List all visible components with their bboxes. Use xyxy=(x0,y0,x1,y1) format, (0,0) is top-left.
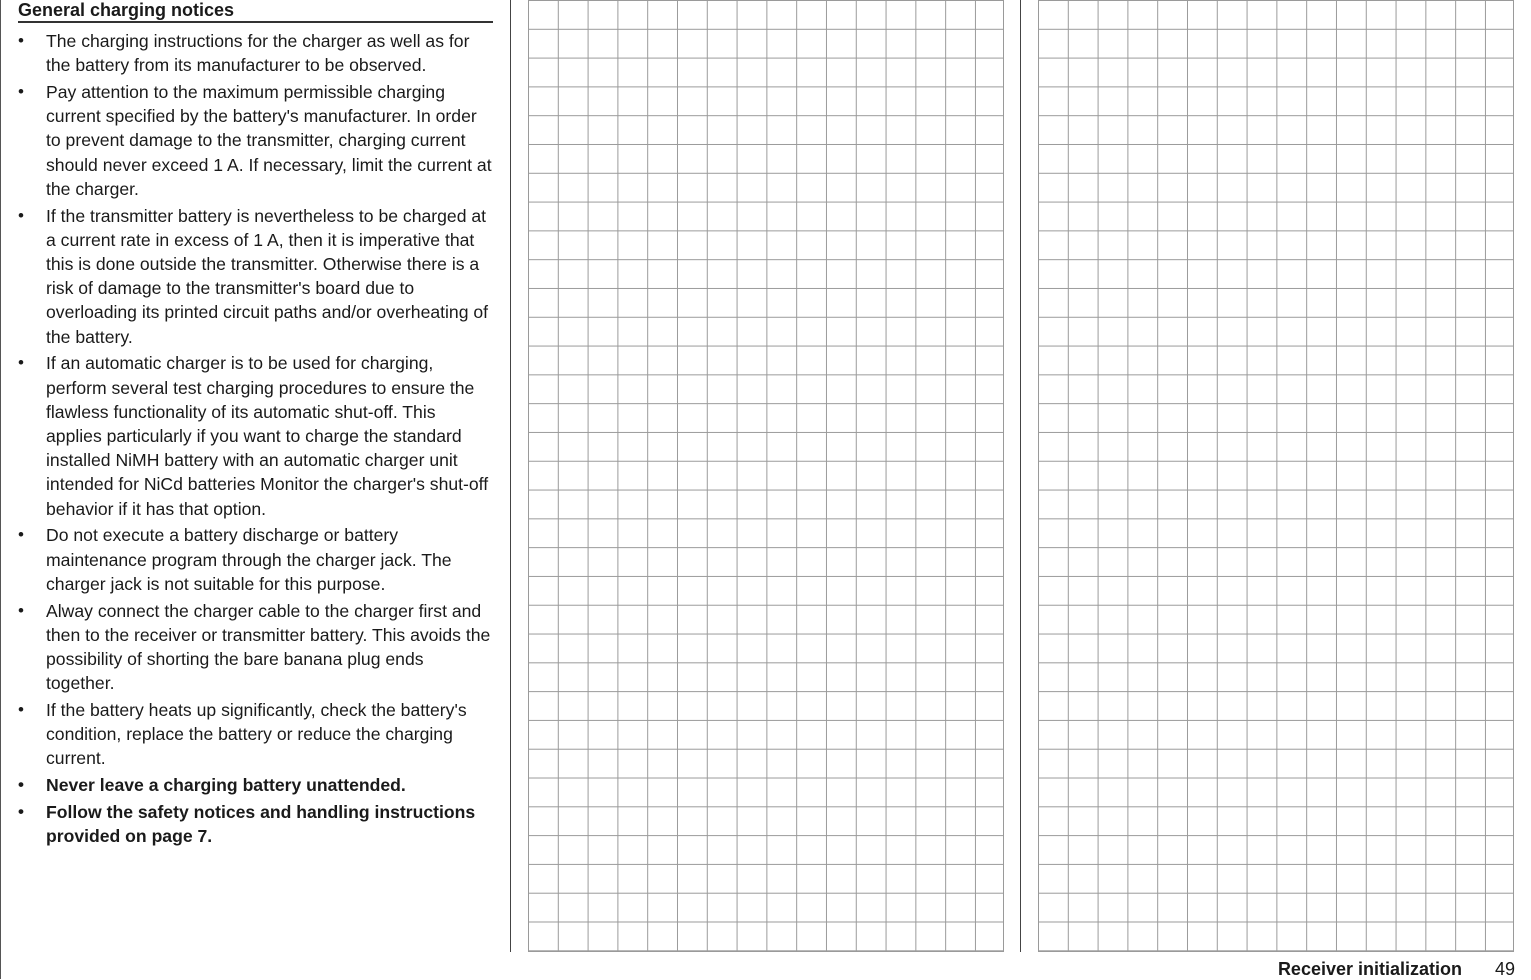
column-divider xyxy=(1020,0,1021,952)
notice-item: • If the battery heats up significantly, check the battery's condition, replace the battery or reduce the charging current. xyxy=(18,698,493,771)
notice-item: • Pay attention to the maximum permissible charging current specified by the battery's manufacturer. In order to prevent damage to the transmitter, charging current should never exceed 1 A. If necessary, limit the current at the charger. xyxy=(18,80,493,201)
notice-list xyxy=(18,29,493,848)
notice-item: • The charging instructions for the charger as well as for the battery from its manufacturer to be observed. xyxy=(18,29,493,77)
notice-item-bold: • Never leave a charging battery unattended. xyxy=(18,773,493,797)
text-column xyxy=(18,0,493,851)
page-number: 49 xyxy=(1494,959,1515,979)
page-edge xyxy=(0,0,1,979)
footer-section-name: Receiver initialization xyxy=(1277,959,1462,979)
notes-grid-left xyxy=(528,0,1004,952)
notice-item-bold: • Follow the safety notices and handling instructions provided on page 7. xyxy=(18,800,493,848)
column-divider xyxy=(510,0,511,952)
notice-item: • Do not execute a battery discharge or battery maintenance program through the charger jack. The charger jack is not suitable for this purpose. xyxy=(18,523,493,596)
notice-item: • If an automatic charger is to be used for charging, perform several test charging procedures to ensure the flawless functionality of its automatic shut-off. This applies particularly if you want to charge the standard installed NiMH battery with an automatic charger unit intended for NiCd batteries Monitor the charger's shut-off behavior if it has that option. xyxy=(18,351,493,520)
notice-item: • If the transmitter battery is nevertheless to be charged at a current rate in excess of 1 A, then it is imperative that this is done outside the transmitter. Otherwise there is a risk of damage to the transmitter's board due to overloading its printed circuit paths and/or overheating of the battery. xyxy=(18,204,493,349)
notes-grid-right xyxy=(1038,0,1514,952)
section-title: General charging notices xyxy=(18,0,493,23)
notice-item: • Alway connect the charger cable to the charger first and then to the receiver or transmitter battery. This avoids the possibility of shorting the bare banana plug ends together. xyxy=(18,599,493,696)
